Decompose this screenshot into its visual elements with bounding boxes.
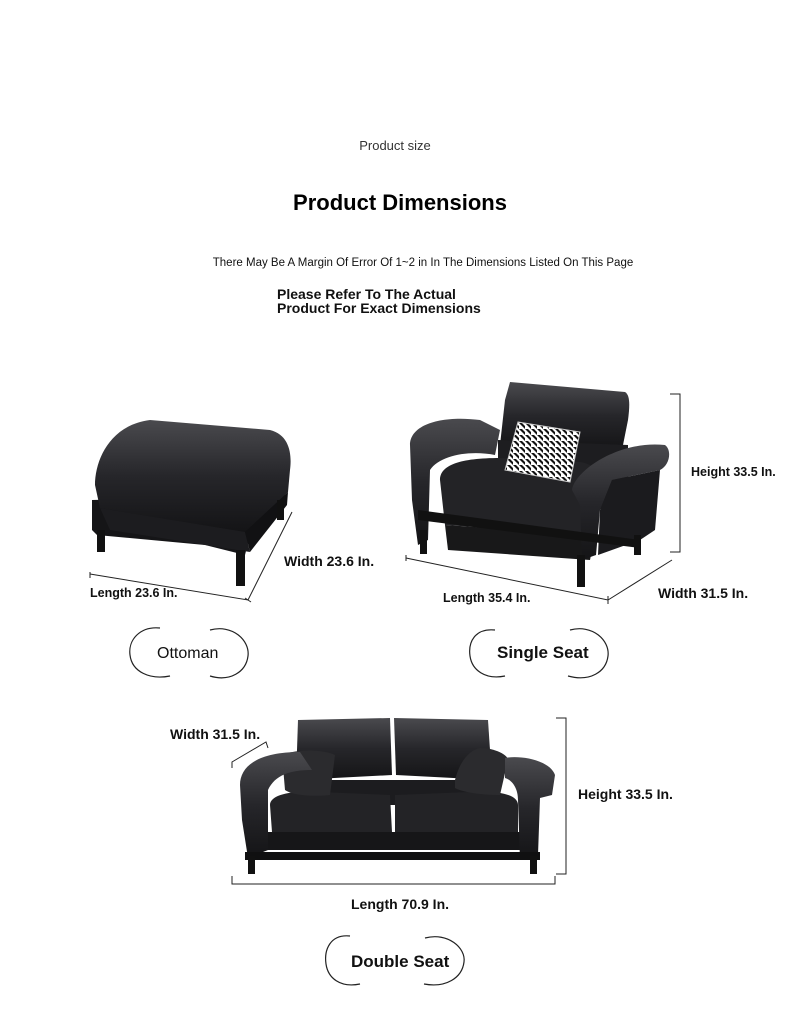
double-seat-width-label: Width 31.5 In.	[170, 726, 261, 742]
ottoman-width-label: Width 23.6 In.	[284, 553, 375, 569]
section-subtitle: Product size	[359, 138, 431, 153]
page-title: Product Dimensions	[293, 190, 507, 215]
double-seat-height-label: Height 33.5 In.	[578, 786, 673, 802]
single-seat-length-label: Length 35.4 In.	[443, 591, 531, 605]
ottoman-image	[92, 420, 291, 586]
dimension-error-note: There May Be A Margin Of Error Of 1~2 in In The Dimensions Listed On This Page	[212, 257, 634, 269]
refer-note-line-2: Product For Exact Dimensions	[277, 300, 481, 316]
refer-note-line-1: Please Refer To The Actual	[277, 286, 456, 302]
double-seat-badge: Double Seat	[351, 952, 450, 971]
double-seat-image	[240, 718, 555, 874]
single-seat-image	[410, 382, 669, 587]
ottoman-length-label: Length 23.6 In.	[90, 586, 178, 600]
single-seat-badge: Single Seat	[497, 643, 589, 662]
single-seat-height-label: Height 33.5 In.	[691, 465, 776, 479]
single-seat-width-label: Width 31.5 In.	[658, 585, 749, 601]
double-seat-length-label: Length 70.9 In.	[351, 896, 450, 912]
ottoman-badge: Ottoman	[157, 645, 219, 662]
